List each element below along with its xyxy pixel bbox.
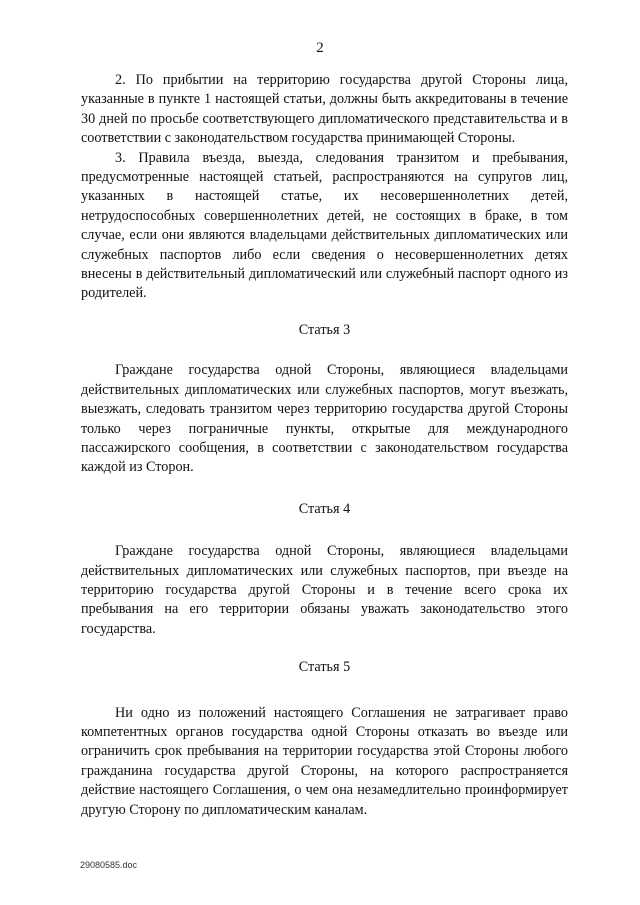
article4-paragraph: Граждане государства одной Стороны, являющиеся владельцами действительных дипломатических или служебных паспортов, при въезде на территорию государства другой Стороны и в течение всего срока их пребывания на его территории обязаны уважать законодательство этого государства. [81, 543, 568, 637]
article2-paragraph-2: 2. По прибытии на территорию государства другой Стороны лица, указанные в пункте 1 настоящей статьи, должны быть аккредитованы в течение 30 дней по просьбе соответствующего дипломатического представительства и в соответствии с законодательством государства принимающей Стороны. [81, 72, 568, 147]
article2-paragraph-3: 3. Правила въезда, выезда, следования транзитом и пребывания, предусмотренные настоящей статьей, распространяются на супругов лиц, указанных в настоящей статье, их несовершеннолетних детей, нетрудоспособных совершеннолетних детей, не состоящих в браке, в том случае, если они являются владельцами действительных дипломатических или служебных паспортов либо если сведения о несовершеннолетних детях внесены в действительный дипломатический или служебный паспорт одного из родителей. [81, 149, 568, 302]
footer-filename: 29080585.doc [80, 860, 138, 870]
page-number: 2 [316, 40, 324, 56]
article5-paragraph: Ни одно из положений настоящего Соглашения не затрагивает право компетентных органов государства одной Стороны отказать во въезде или ограничить срок пребывания на территории государства этой Стороны любого гражданина государства другой Стороны, на которого распространяется действие настоящего Соглашения, о чем она незамедлительно проинформирует другую Сторону по дипломатическим каналам. [81, 704, 568, 818]
article4-heading: Статья 4 [298, 500, 351, 517]
document-body [81, 71, 568, 820]
article3-paragraph: Граждане государства одной Стороны, являющиеся владельцами действительных дипломатических или служебных паспортов, могут въезжать, выезжать, следовать транзитом через территорию государства другой Стороны только через пограничные пункты, открытые для международного пассажирского сообщения, в соответствии с законодательством государства каждой из Сторон. [81, 362, 568, 476]
article5-heading: Статья 5 [298, 659, 351, 676]
article3-heading: Статья 3 [298, 321, 351, 338]
